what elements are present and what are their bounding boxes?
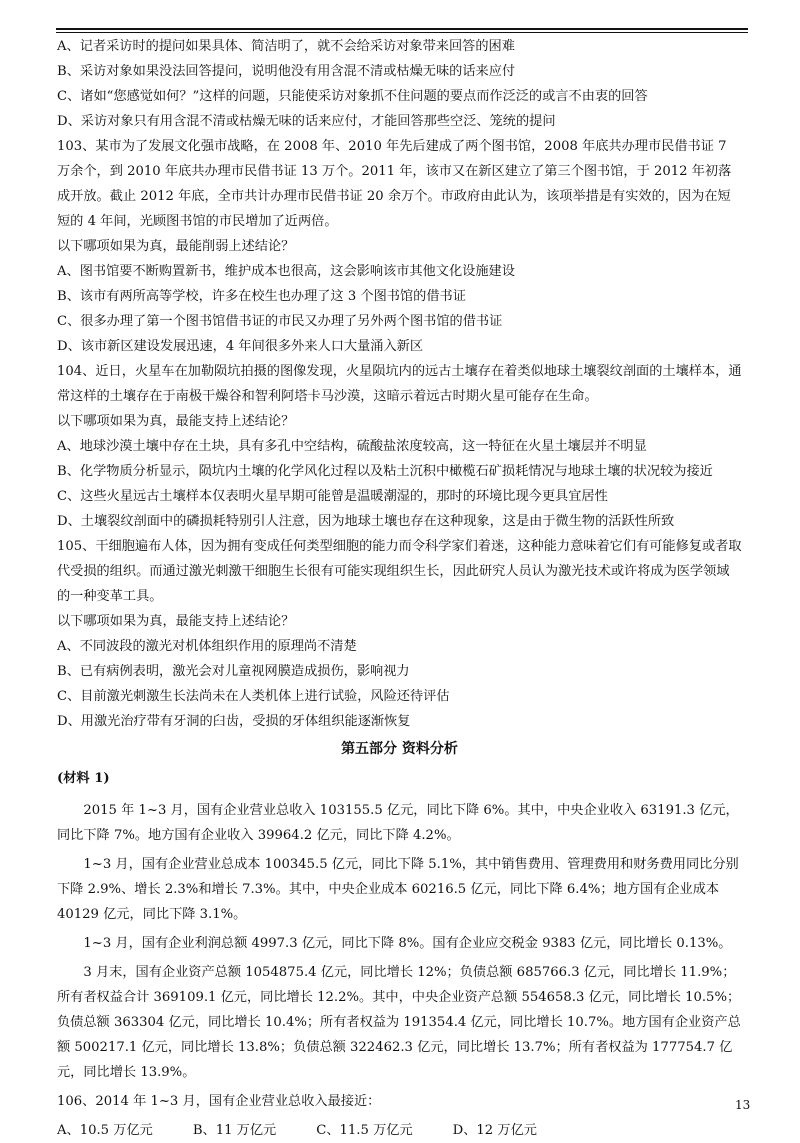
q105-option-b: B、已有病例表明，激光会对儿童视网膜造成损伤，影响视力 xyxy=(57,664,410,679)
q106-choice-d: D、12 万亿元 xyxy=(452,1123,537,1138)
q104-option-b: B、化学物质分析显示，陨坑内土壤的化学风化过程以及粘土沉积中橄榄石矿损耗情况与地球土壤的状况较为接近 xyxy=(57,464,713,479)
header-rule-thick xyxy=(56,28,748,30)
page-content xyxy=(57,34,742,1143)
q106-stem: 106、2014 年 1~3 月，国有企业营业总收入最接近： xyxy=(57,1094,381,1109)
q105-stem: 105、干细胞遍布人体，因为拥有变成任何类型细胞的能力而令科学家们着迷，这种能力意味着它们有可能修复或者取代受损的组织。而通过激光刺激干细胞生长很有可能实现组织生长，因此研究人员认为激光技术或许将成为医学领域的一种变革工具。 xyxy=(57,539,742,604)
q103-option-c: C、很多办理了第一个图书馆借书证的市民又办理了另外两个图书馆的借书证 xyxy=(57,314,503,329)
q104-question: 以下哪项如果为真，最能支持上述结论？ xyxy=(57,414,295,429)
option-c-prev: C、诸如“您感觉如何？”这样的问题，只能使采访对象抓不住问题的要点而作泛泛的或言不由衷的回答 xyxy=(57,89,648,104)
q103-question: 以下哪项如果为真，最能削弱上述结论？ xyxy=(57,239,295,254)
q105-option-c: C、目前激光刺激生长法尚未在人类机体上进行试验，风险还待评估 xyxy=(57,689,450,704)
q104-stem: 104、近日，火星车在加勒陨坑拍摄的图像发现，火星陨坑内的远古土壤存在着类似地球土壤裂纹剖面的土壤样本，通常这样的土壤存在于南极干燥谷和智利阿塔卡马沙漠，这暗示着远古时期火星可能存在生命。 xyxy=(57,364,742,404)
material-paragraph-3: 1~3 月，国有企业利润总额 4997.3 亿元，同比下降 8%。国有企业应交税金 9383 亿元，同比增长 0.13%。 xyxy=(83,936,732,951)
page-number: 13 xyxy=(735,1098,751,1112)
q104-option-a: A、地球沙漠土壤中存在土块，具有多孔中空结构，硫酸盐浓度较高，这一特征在火星土壤层并不明显 xyxy=(57,439,647,454)
material-paragraph-1: 2015 年 1~3 月，国有企业营业总收入 103155.5 亿元，同比下降 6%。其中，中央企业收入 63191.3 亿元，同比下降 7%。地方国有企业收入 39964.2 亿元，同比下降 4.2%。 xyxy=(57,803,739,843)
q106-choices xyxy=(57,1118,742,1143)
q105-option-d: D、用激光治疗带有牙洞的臼齿，受损的牙体组织能逐渐恢复 xyxy=(57,714,411,729)
q105-option-a: A、不同波段的激光对机体组织作用的原理尚不清楚 xyxy=(57,639,357,654)
q106-choice-a: A、10.5 万亿元 xyxy=(57,1123,153,1138)
q103-option-a: A、图书馆要不断购置新书，维护成本也很高，这会影响该市其他文化设施建设 xyxy=(57,264,515,279)
option-b-prev: B、采访对象如果没法回答提问，说明他没有用含混不清或枯燥无味的话来应付 xyxy=(57,64,516,79)
q104-option-d: D、土壤裂纹剖面中的磷损耗特别引人注意，因为地球土壤也存在这种现象，这是由于微生物的活跃性所致 xyxy=(57,514,675,529)
section-title: 第五部分 资料分析 xyxy=(341,741,458,757)
q103-option-d: D、该市新区建设发展迅速，4 年间很多外来人口大量涌入新区 xyxy=(57,339,424,354)
material-paragraph-2: 1~3 月，国有企业营业总成本 100345.5 亿元，同比下降 5.1%，其中销售费用、管理费用和财务费用同比分别下降 2.9%、增长 2.3%和增长 7.3%。其中，中央企业成本 60216.5 亿元，同比下降 6.4%；地方国有企业成本 40129 亿元，同比下降 3.1%。 xyxy=(57,857,739,922)
q106-choice-b: B、11 万亿元 xyxy=(192,1123,277,1138)
material-paragraph-4: 3 月末，国有企业资产总额 1054875.4 亿元，同比增长 12%；负债总额 685766.3 亿元，同比增长 11.9%；所有者权益合计 369109.1 亿元，同比增长 12.2%。其中，中央企业资产总额 554658.3 亿元，同比增长 10.5%；负债总额 363304 亿元，同比增长 10.4%；所有者权益为 191354.4 亿元，同比增长 10.7%。地方国有企业资产总额 500217.1 亿元，同比增长 13.8%；负债总额 322462.3 亿元，同比增长 13.7%；所有者权益为 177754.7 亿元，同比增长 13.9%。 xyxy=(57,965,741,1080)
option-a-prev: A、记者采访时的提问如果具体、简洁明了，就不会给采访对象带来回答的困难 xyxy=(57,39,515,54)
q103-stem: 103、某市为了发展文化强市战略，在 2008 年、2010 年先后建成了两个图书馆，2008 年底共办理市民借书证 7 万余个，到 2010 年底共办理市民借书证 13 万个。2011 年，该市又在新区建立了第三个图书馆，于 2012 年初落成开放。截止 2012 年底，全市共计办理市民借书证 20 余万个。市政府由此认为，该项举措是有实效的，因为在短短的 4 年间，光顾图书馆的市民增加了近两倍。 xyxy=(57,139,732,229)
q104-option-c: C、这些火星远古土壤样本仅表明火星早期可能曾是温暖潮湿的，那时的环境比现今更具宜居性 xyxy=(57,489,608,504)
material-label: (材料 1) xyxy=(57,771,110,786)
q103-option-b: B、该市有两所高等学校，许多在校生也办理了这 3 个图书馆的借书证 xyxy=(57,289,466,304)
header-rule-thin xyxy=(56,32,748,33)
q105-question: 以下哪项如果为真，最能支持上述结论？ xyxy=(57,614,295,629)
option-d-prev: D、采访对象只有用含混不清或枯燥无味的话来应付，才能回答那些空泛、笼统的提问 xyxy=(57,114,556,129)
q106-choice-c: C、11.5 万亿元 xyxy=(316,1123,413,1138)
